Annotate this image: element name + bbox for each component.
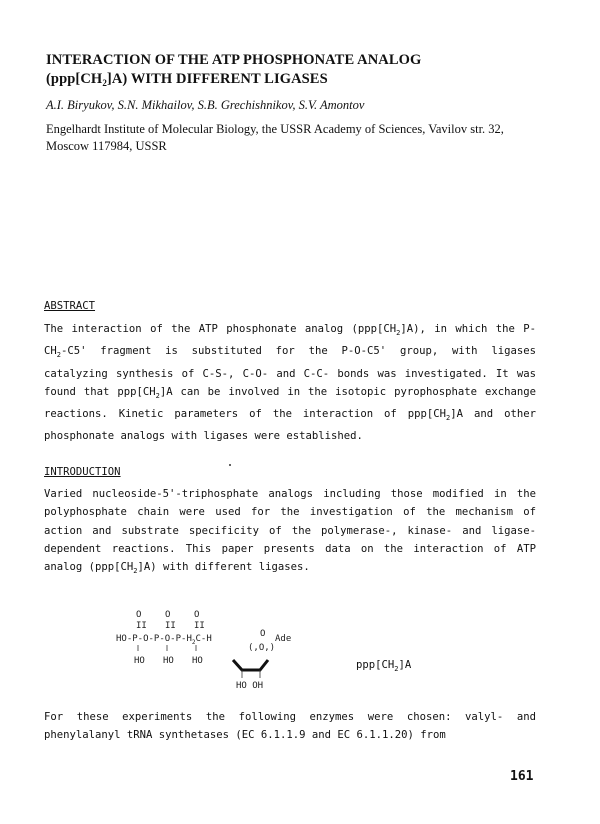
hydroxyl-1: HO — [134, 656, 145, 666]
abbr-pre: ppp[CH — [356, 658, 395, 671]
intro-seg-1: Varied nucleoside-5'-triphosphate analogs including those modified in the polyphosphate chain were used for the investigation of the mechanism of action and substrate specificity of the polymerase-, kinase- and ligase-dependent reactions. This paper presents data on the interaction of ATP analog (ppp[CH — [44, 488, 536, 574]
title-line-2-post: ]A) WITH DIFFERENT LIGASES — [106, 71, 328, 87]
hydroxyl-3: HO — [192, 656, 203, 666]
double-bond-3: II — [194, 621, 205, 631]
abstract-seg-3: -C5' fragment is substituted for the P-O-C5' group, with ligases catalyzing synthesis of C-S-, C-O- and C-C- bonds was investigated. It was found that ppp[CH — [44, 345, 536, 398]
abstract-sub-1: 2 — [396, 329, 401, 337]
authors: A.I. Biryukov, S.N. Mikhailov, S.B. Grechishnikov, S.V. Amontov — [46, 98, 365, 112]
introduction-heading: INTRODUCTION — [44, 466, 121, 478]
phosphate-chain — [116, 634, 212, 646]
oxygen-1: O — [136, 610, 142, 620]
title-line-1: INTERACTION OF THE ATP PHOSPHONATE ANALOG — [46, 52, 422, 68]
structural-formula — [110, 606, 310, 698]
introduction-text — [44, 485, 536, 580]
double-bond-2: II — [165, 621, 176, 631]
ribose-hydroxyls: HO OH — [236, 681, 264, 691]
abbr-sub: 2 — [394, 664, 399, 673]
intro-seg-2: ]A) with different ligases. — [137, 561, 310, 574]
oxygen-3: O — [194, 610, 200, 620]
ribose-ring — [233, 660, 268, 670]
compound-abbreviation — [356, 659, 411, 673]
title-line-2-pre: (ppp[CH — [46, 71, 103, 87]
abbr-post: ]A — [398, 658, 412, 671]
hydroxyl-2: HO — [163, 656, 174, 666]
title-subscript: 2 — [102, 78, 107, 88]
page-number: 161 — [510, 769, 534, 784]
abstract-sub-4: 2 — [446, 414, 451, 423]
scan-speck — [229, 464, 231, 466]
abstract-text — [44, 320, 536, 446]
affiliation: Engelhardt Institute of Molecular Biology, the USSR Academy of Sciences, Vavilov str. 32, Moscow 117984, USSR — [46, 122, 504, 153]
continuation-text: For these experiments the following enzymes were chosen: valyl- and phenylalanyl tRNA synthetases (EC 6.1.1.9 and EC 6.1.1.20) from — [44, 711, 536, 742]
ring-oxygen: O — [260, 629, 266, 639]
abstract-seg-2: ]A), in which the P-CH — [44, 323, 536, 358]
adenine-label: Ade — [275, 634, 292, 644]
abstract-seg-5: ]A and other phosphonate analogs with ligases were established. — [44, 408, 536, 443]
ring-atoms: (,O,) — [248, 643, 276, 653]
abstract-seg-1: The interaction of the ATP phosphonate analog (ppp[CH — [44, 323, 397, 335]
double-bond-1: II — [136, 621, 147, 631]
abstract-heading: ABSTRACT — [44, 300, 96, 312]
chain-subscript: 2 — [191, 639, 196, 646]
abstract-sub-2: 2 — [56, 351, 61, 360]
chain-main: HO-P-O-P-O-P-H — [116, 634, 192, 644]
chain-tail: C-H — [195, 634, 212, 644]
formula-drawing — [110, 606, 310, 698]
paper-title — [46, 51, 546, 93]
intro-sub-1: 2 — [133, 567, 138, 576]
oxygen-2: O — [165, 610, 171, 620]
abstract-seg-4: ]A can be involved in the isotopic pyrophosphate exchange reactions. Kinetic parameters of the interaction of ppp[CH — [44, 385, 536, 421]
abstract-sub-3: 2 — [155, 391, 160, 400]
